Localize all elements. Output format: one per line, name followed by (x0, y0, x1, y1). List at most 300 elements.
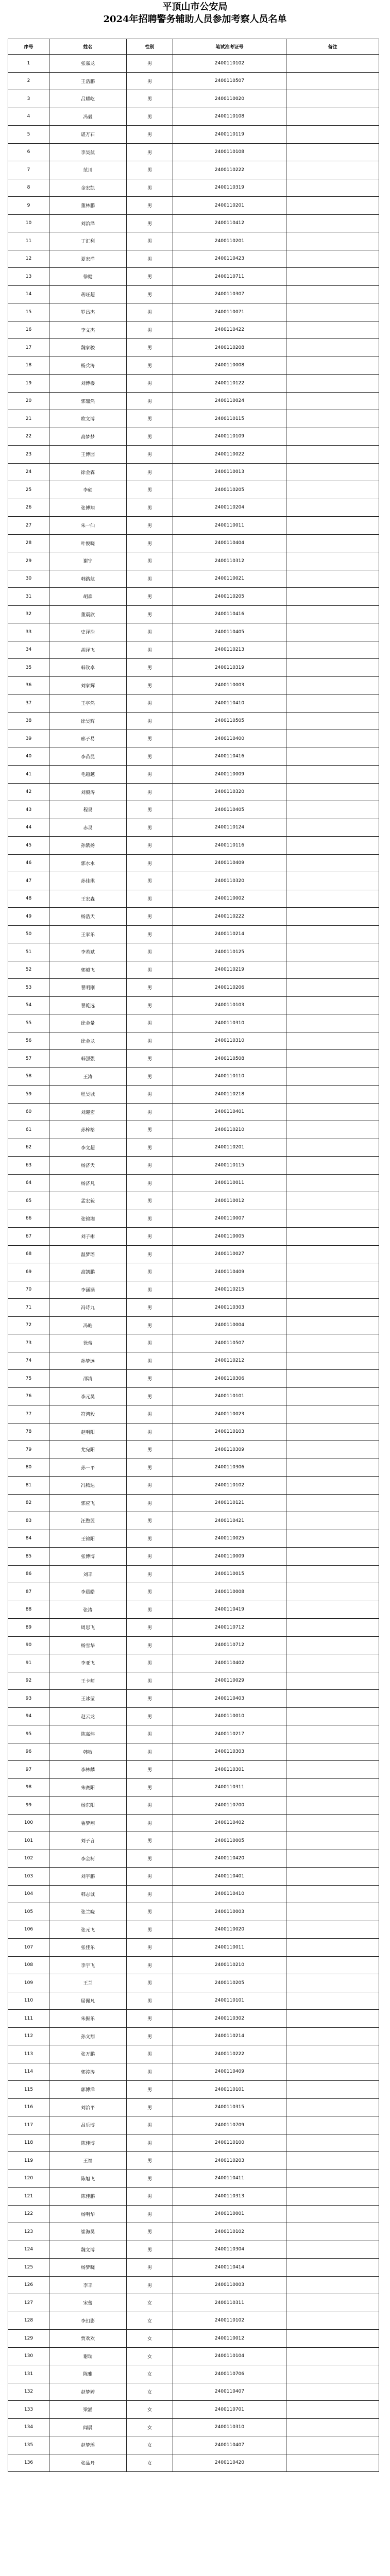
cell-gender: 男 (127, 481, 173, 499)
cell-name: 翟乾远 (49, 996, 127, 1014)
cell-seq: 133 (8, 2401, 49, 2419)
cell-gender: 男 (127, 588, 173, 606)
table-row (8, 2152, 379, 2170)
cell-name: 孙紫扬 (49, 837, 127, 855)
cell-remark (286, 499, 379, 517)
cell-remark (286, 1263, 379, 1281)
cell-ticket: 2400110011 (173, 517, 286, 535)
table-row (8, 748, 379, 766)
table-row (8, 1832, 379, 1850)
cell-remark (286, 1423, 379, 1441)
cell-seq: 36 (8, 676, 49, 694)
cell-seq: 91 (8, 1654, 49, 1672)
cell-ticket: 2400110405 (173, 623, 286, 641)
cell-ticket: 2400110201 (173, 1139, 286, 1157)
cell-gender: 男 (127, 1032, 173, 1050)
cell-ticket: 2400110505 (173, 712, 286, 730)
table-row (8, 1725, 379, 1743)
cell-ticket: 2400110102 (173, 1477, 286, 1495)
cell-ticket: 2400110201 (173, 232, 286, 250)
cell-remark (286, 1174, 379, 1192)
cell-ticket: 2400110711 (173, 268, 286, 286)
cell-gender: 男 (127, 890, 173, 908)
cell-ticket: 2400110405 (173, 801, 286, 819)
cell-name: 程昊 (49, 801, 127, 819)
cell-name: 张博博 (49, 1548, 127, 1566)
table-row (8, 766, 379, 784)
cell-remark (286, 1850, 379, 1868)
cell-seq: 28 (8, 534, 49, 552)
cell-gender: 男 (127, 2010, 173, 2028)
cell-ticket: 2400110013 (173, 463, 286, 481)
cell-name: 王博园 (49, 446, 127, 464)
cell-seq: 15 (8, 303, 49, 321)
cell-name: 王亭然 (49, 694, 127, 713)
cell-seq: 21 (8, 410, 49, 428)
cell-seq: 71 (8, 1299, 49, 1317)
cell-name: 陈旭飞 (49, 2170, 127, 2188)
cell-seq: 42 (8, 783, 49, 801)
cell-gender: 男 (127, 1725, 173, 1743)
cell-gender: 男 (127, 410, 173, 428)
cell-ticket: 2400110100 (173, 2134, 286, 2152)
cell-ticket: 2400110217 (173, 1725, 286, 1743)
cell-ticket: 2400110400 (173, 730, 286, 748)
table-row (8, 1477, 379, 1495)
cell-gender: 男 (127, 623, 173, 641)
cell-name: 孙梓榕 (49, 1121, 127, 1139)
cell-ticket: 2400110116 (173, 837, 286, 855)
table-row (8, 2436, 379, 2454)
cell-remark (286, 979, 379, 997)
table-row (8, 925, 379, 943)
cell-gender: 男 (127, 126, 173, 144)
cell-name: 欧文博 (49, 410, 127, 428)
cell-seq: 12 (8, 250, 49, 268)
cell-name: 夏宏洋 (49, 250, 127, 268)
cell-name: 朱一仙 (49, 517, 127, 535)
table-header-row (8, 39, 379, 55)
cell-seq: 43 (8, 801, 49, 819)
table-row (8, 303, 379, 321)
table-row (8, 143, 379, 161)
cell-gender: 男 (127, 1281, 173, 1299)
cell-remark (286, 1778, 379, 1797)
cell-gender: 男 (127, 766, 173, 784)
document-title: 平顶山市公安局 (162, 2, 228, 12)
cell-seq: 23 (8, 446, 49, 464)
table-row (8, 1086, 379, 1104)
cell-seq: 54 (8, 996, 49, 1014)
table-row (8, 2027, 379, 2045)
cell-name: 王卡师 (49, 1672, 127, 1690)
cell-gender: 女 (127, 2365, 173, 2383)
cell-seq: 53 (8, 979, 49, 997)
cell-gender: 男 (127, 250, 173, 268)
cell-name: 毛超越 (49, 766, 127, 784)
cell-remark (286, 1477, 379, 1495)
table-row (8, 108, 379, 126)
cell-ticket: 2400110222 (173, 908, 286, 926)
cell-ticket: 2400110103 (173, 1423, 286, 1441)
cell-remark (286, 2152, 379, 2170)
cell-remark (286, 1814, 379, 1832)
cell-name: 陈佳博 (49, 2134, 127, 2152)
cell-ticket: 2400110212 (173, 1352, 286, 1370)
table-row (8, 1885, 379, 1903)
table-row (8, 1139, 379, 1157)
cell-gender: 女 (127, 2436, 173, 2454)
cell-gender: 男 (127, 996, 173, 1014)
cell-gender: 男 (127, 694, 173, 713)
cell-gender: 男 (127, 1743, 173, 1761)
table-row (8, 1672, 379, 1690)
cell-remark (286, 517, 379, 535)
cell-remark (286, 588, 379, 606)
table-row (8, 1690, 379, 1708)
cell-ticket: 2400110007 (173, 1210, 286, 1228)
table-row (8, 1334, 379, 1352)
table-row (8, 2081, 379, 2099)
cell-remark (286, 90, 379, 108)
cell-remark (286, 108, 379, 126)
cell-seq: 35 (8, 659, 49, 677)
cell-name: 李硕 (49, 481, 127, 499)
cell-seq: 77 (8, 1405, 49, 1423)
cell-remark (286, 232, 379, 250)
table-row (8, 268, 379, 286)
cell-seq: 95 (8, 1725, 49, 1743)
table-row (8, 712, 379, 730)
cell-remark (286, 143, 379, 161)
cell-ticket: 2400110420 (173, 1850, 286, 1868)
cell-seq: 22 (8, 428, 49, 446)
cell-gender: 男 (127, 1921, 173, 1939)
cell-gender: 男 (127, 2098, 173, 2116)
cell-gender: 女 (127, 2294, 173, 2312)
cell-seq: 130 (8, 2347, 49, 2365)
cell-gender: 男 (127, 1956, 173, 1974)
cell-remark (286, 819, 379, 837)
cell-name: 郭毅飞 (49, 961, 127, 979)
cell-ticket: 2400110109 (173, 428, 286, 446)
cell-name: 杨浩天 (49, 908, 127, 926)
cell-ticket: 2400110422 (173, 321, 286, 339)
cell-remark (286, 766, 379, 784)
cell-ticket: 2400110301 (173, 1761, 286, 1779)
cell-remark (286, 1797, 379, 1815)
cell-remark (286, 1921, 379, 1939)
cell-seq: 92 (8, 1672, 49, 1690)
table-row (8, 1210, 379, 1228)
cell-remark (286, 55, 379, 73)
cell-ticket: 2400110122 (173, 375, 286, 393)
cell-ticket: 2400110311 (173, 2294, 286, 2312)
cell-gender: 男 (127, 285, 173, 303)
cell-seq: 50 (8, 925, 49, 943)
table-row (8, 676, 379, 694)
cell-ticket: 2400110071 (173, 303, 286, 321)
table-row (8, 55, 379, 73)
cell-gender: 男 (127, 730, 173, 748)
cell-seq: 58 (8, 1067, 49, 1086)
cell-seq: 96 (8, 1743, 49, 1761)
cell-gender: 男 (127, 1601, 173, 1619)
cell-name: 王浩鹏 (49, 72, 127, 90)
cell-ticket: 2400110315 (173, 2098, 286, 2116)
table-row (8, 943, 379, 961)
cell-ticket: 2400110210 (173, 1956, 286, 1974)
cell-name: 翟明刚 (49, 979, 127, 997)
cell-remark (286, 1903, 379, 1921)
table-row (8, 1299, 379, 1317)
table-row (8, 428, 379, 446)
cell-name: 郭应飞 (49, 1494, 127, 1512)
cell-gender: 男 (127, 72, 173, 90)
cell-gender: 男 (127, 961, 173, 979)
table-row (8, 1387, 379, 1405)
cell-remark (286, 2259, 379, 2277)
cell-name: 郭鼎然 (49, 392, 127, 410)
cell-ticket: 2400110306 (173, 1370, 286, 1388)
cell-remark (286, 463, 379, 481)
cell-name: 刘子言 (49, 1832, 127, 1850)
cell-ticket: 2400110416 (173, 748, 286, 766)
cell-gender: 男 (127, 1405, 173, 1423)
cell-gender: 男 (127, 214, 173, 232)
cell-gender: 男 (127, 1014, 173, 1032)
cell-gender: 男 (127, 2081, 173, 2099)
cell-gender: 男 (127, 2188, 173, 2206)
cell-name: 刘迎宏 (49, 1103, 127, 1121)
cell-gender: 男 (127, 1387, 173, 1405)
cell-gender: 男 (127, 1548, 173, 1566)
cell-gender: 男 (127, 1850, 173, 1868)
cell-ticket: 2400110423 (173, 250, 286, 268)
table-row (8, 2294, 379, 2312)
cell-remark (286, 1974, 379, 1992)
cell-name: 张兰晓 (49, 1903, 127, 1921)
cell-remark (286, 1050, 379, 1068)
cell-gender: 男 (127, 375, 173, 393)
cell-ticket: 2400110009 (173, 1548, 286, 1566)
cell-gender: 男 (127, 1583, 173, 1601)
table-row (8, 1797, 379, 1815)
cell-ticket: 2400110103 (173, 996, 286, 1014)
cell-gender: 男 (127, 1672, 173, 1690)
cell-name: 梁涵 (49, 2401, 127, 2419)
table-row (8, 1850, 379, 1868)
table-row (8, 2365, 379, 2383)
cell-name: 冯皓 (49, 1316, 127, 1334)
cell-seq: 99 (8, 1797, 49, 1815)
cell-name: 杨东阳 (49, 1797, 127, 1815)
cell-ticket: 2400110416 (173, 605, 286, 623)
cell-ticket: 2400110222 (173, 2045, 286, 2063)
cell-ticket: 2400110706 (173, 2365, 286, 2383)
cell-seq: 3 (8, 90, 49, 108)
cell-remark (286, 197, 379, 215)
cell-ticket: 2400110011 (173, 1939, 286, 1957)
table-row (8, 1992, 379, 2010)
candidate-table (8, 39, 379, 2472)
cell-name: 丁汇利 (49, 232, 127, 250)
cell-ticket: 2400110709 (173, 2116, 286, 2134)
cell-gender: 男 (127, 2170, 173, 2188)
cell-gender: 男 (127, 1459, 173, 1477)
cell-seq: 97 (8, 1761, 49, 1779)
cell-remark (286, 446, 379, 464)
cell-ticket: 2400110409 (173, 2063, 286, 2081)
table-row (8, 481, 379, 499)
table-row (8, 1636, 379, 1654)
cell-name: 韩路航 (49, 570, 127, 588)
cell-gender: 男 (127, 2205, 173, 2223)
table-row (8, 1121, 379, 1139)
cell-name: 徐健 (49, 268, 127, 286)
cell-ticket: 2400110012 (173, 2330, 286, 2348)
cell-name: 陈佳鹏 (49, 2188, 127, 2206)
cell-seq: 108 (8, 1956, 49, 1974)
table-row (8, 1512, 379, 1530)
cell-seq: 126 (8, 2276, 49, 2294)
cell-gender: 男 (127, 2276, 173, 2294)
cell-gender: 男 (127, 641, 173, 659)
cell-ticket: 2400110010 (173, 1707, 286, 1725)
cell-gender: 男 (127, 676, 173, 694)
cell-gender: 男 (127, 1868, 173, 1886)
cell-seq: 122 (8, 2205, 49, 2223)
table-row (8, 232, 379, 250)
table-row (8, 872, 379, 890)
cell-gender: 男 (127, 1441, 173, 1459)
table-row (8, 908, 379, 926)
cell-remark (286, 1352, 379, 1370)
cell-name: 王宏森 (49, 890, 127, 908)
cell-gender: 男 (127, 2045, 173, 2063)
table-row (8, 1707, 379, 1725)
cell-remark (286, 250, 379, 268)
cell-name: 李涵涵 (49, 1281, 127, 1299)
cell-ticket: 2400110004 (173, 1316, 286, 1334)
cell-remark (286, 481, 379, 499)
cell-remark (286, 1316, 379, 1334)
cell-name: 赵梦瑶 (49, 2436, 127, 2454)
cell-gender: 女 (127, 2347, 173, 2365)
cell-seq: 86 (8, 1565, 49, 1583)
cell-gender: 男 (127, 1334, 173, 1352)
table-row (8, 694, 379, 713)
cell-remark (286, 1725, 379, 1743)
cell-name: 汪煦盟 (49, 1512, 127, 1530)
cell-name: 刘毅涛 (49, 783, 127, 801)
cell-gender: 男 (127, 55, 173, 73)
cell-seq: 115 (8, 2081, 49, 2099)
cell-ticket: 2400110009 (173, 766, 286, 784)
cell-seq: 57 (8, 1050, 49, 1068)
cell-remark (286, 2383, 379, 2401)
cell-ticket: 2400110320 (173, 783, 286, 801)
cell-remark (286, 1121, 379, 1139)
cell-remark (286, 161, 379, 179)
cell-seq: 118 (8, 2134, 49, 2152)
cell-remark (286, 321, 379, 339)
cell-name: 孙一平 (49, 1459, 127, 1477)
cell-ticket: 2400110310 (173, 1014, 286, 1032)
cell-remark (286, 1459, 379, 1477)
cell-name: 魏文博 (49, 2241, 127, 2259)
table-row (8, 1654, 379, 1672)
cell-remark (286, 1654, 379, 1672)
cell-remark (286, 996, 379, 1014)
table-row (8, 1814, 379, 1832)
cell-seq: 109 (8, 1974, 49, 1992)
cell-seq: 10 (8, 214, 49, 232)
cell-ticket: 2400110027 (173, 1245, 286, 1263)
cell-remark (286, 570, 379, 588)
cell-remark (286, 1281, 379, 1299)
cell-ticket: 2400110029 (173, 1672, 286, 1690)
cell-seq: 74 (8, 1352, 49, 1370)
table-row (8, 1157, 379, 1175)
table-row (8, 1548, 379, 1566)
cell-remark (286, 1228, 379, 1246)
cell-remark (286, 1494, 379, 1512)
cell-remark (286, 1067, 379, 1086)
cell-ticket: 2400110102 (173, 2312, 286, 2330)
table-row (8, 517, 379, 535)
cell-seq: 64 (8, 1174, 49, 1192)
cell-seq: 9 (8, 197, 49, 215)
cell-seq: 46 (8, 854, 49, 872)
cell-seq: 83 (8, 1512, 49, 1530)
cell-name: 徐帝 (49, 1334, 127, 1352)
cell-seq: 31 (8, 588, 49, 606)
cell-gender: 男 (127, 197, 173, 215)
table-row (8, 161, 379, 179)
cell-seq: 124 (8, 2241, 49, 2259)
cell-name: 李丰 (49, 2276, 127, 2294)
cell-ticket: 2400110001 (173, 2205, 286, 2223)
cell-ticket: 2400110121 (173, 1494, 286, 1512)
cell-name: 张博翔 (49, 499, 127, 517)
table-row (8, 890, 379, 908)
table-row (8, 1014, 379, 1032)
cell-remark (286, 428, 379, 446)
cell-gender: 男 (127, 1370, 173, 1388)
cell-name: 徐昊辉 (49, 712, 127, 730)
cell-name: 高凯鹏 (49, 1263, 127, 1281)
cell-remark (286, 1583, 379, 1601)
cell-remark (286, 375, 379, 393)
cell-name: 贾欢欢 (49, 2330, 127, 2348)
cell-remark (286, 1512, 379, 1530)
cell-gender: 男 (127, 1512, 173, 1530)
table-row (8, 1921, 379, 1939)
table-row (8, 1601, 379, 1619)
cell-gender: 男 (127, 872, 173, 890)
cell-remark (286, 2045, 379, 2063)
cell-gender: 男 (127, 1423, 173, 1441)
cell-remark (286, 1707, 379, 1725)
cell-gender: 男 (127, 1086, 173, 1104)
cell-seq: 85 (8, 1548, 49, 1566)
cell-name: 李亚飞 (49, 1654, 127, 1672)
cell-ticket: 2400110304 (173, 2241, 286, 2259)
table-row (8, 1352, 379, 1370)
cell-seq: 87 (8, 1583, 49, 1601)
cell-gender: 男 (127, 801, 173, 819)
